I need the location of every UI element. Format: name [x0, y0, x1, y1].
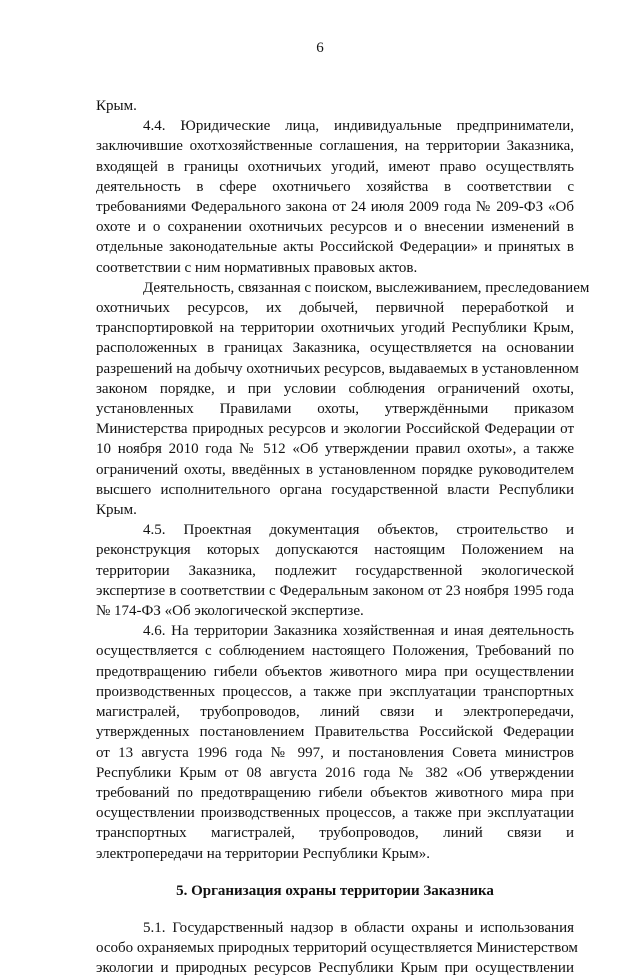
text-line: электропередачи на территории Республики Крым». — [96, 845, 430, 862]
text-line: Деятельность, связанная с поиском, выслеживанием, преследованием — [143, 279, 590, 296]
text-line: Министерства природных ресурсов и экологии Российской Федерации от — [96, 421, 574, 438]
text-line: расположенных в границах Заказника, осуществляется на основании — [96, 340, 574, 357]
text-line: 4.6. На территории Заказника хозяйственная и иная деятельность — [143, 623, 574, 640]
text-line: установленных Правилами охоты, утверждёнными приказом — [96, 401, 574, 418]
text-line: деятельность в сфере охотничьего хозяйства в соответствии с — [96, 178, 574, 195]
text-line: утвержденных постановлением Правительства Российской Федерации — [96, 724, 574, 741]
text-line: разрешений на добычу охотничьих ресурсов, выдаваемых в установленном — [96, 360, 579, 377]
text-line: предотвращению гибели объектов животного мира при осуществлении — [96, 663, 574, 680]
text-line: 5.1. Государственный надзор в области охраны и использования — [143, 919, 574, 936]
text-line: транспортировкой на территории охотничьих угодий Республики Крым, — [96, 320, 574, 337]
section-heading: 5. Организация охраны территории Заказника — [176, 882, 494, 899]
text-line: входящей в границы охотничьих угодий, имеют право осуществлять — [96, 158, 574, 175]
text-line: охотничьих ресурсов, их добычей, первичной переработкой и — [96, 300, 574, 317]
text-line: 10 ноября 2010 года № 512 «Об утверждении правил охоты», а также — [96, 441, 574, 458]
text-line: реконструкция которых допускаются настоящим Положением на — [96, 542, 574, 559]
text-line: № 174-ФЗ «Об экологической экспертизе. — [96, 603, 364, 620]
text-line: особо охраняемых природных территорий осуществляется Министерством — [96, 940, 578, 957]
text-line: Крым. — [96, 502, 137, 519]
text-line: Республики Крым от 08 августа 2016 года № 382 «Об утверждении — [96, 764, 574, 781]
text-line: 4.5. Проектная документация объектов, строительство и — [143, 522, 574, 539]
text-line: экспертизе в соответствии с Федеральным законом от 23 ноября 1995 года — [96, 582, 574, 599]
text-block-section-5 — [96, 918, 578, 979]
text-line: высшего исполнительного органа государственной власти Республики — [96, 481, 574, 498]
text-line: отдельные законодательные акты Российской Федерации» и принятых в — [96, 239, 574, 256]
text-line: заключившие охотхозяйственные соглашения, на территории Заказника, — [96, 138, 574, 155]
text-line: 4.4. Юридические лица, индивидуальные предприниматели, — [143, 118, 574, 135]
text-line: охоте и о сохранении охотничьих ресурсов и о внесении изменений в — [96, 219, 574, 236]
page-number: 6 — [316, 40, 324, 56]
text-line: экологии и природных ресурсов Республики Крым при осуществлении — [96, 960, 574, 977]
text-line: законом порядке, и при условии соблюдения ограничений охоты, — [96, 380, 574, 397]
text-line: требованиями Федерального закона от 24 июля 2009 года № 209-ФЗ «Об — [96, 199, 574, 216]
text-block-section-4 — [96, 96, 590, 864]
text-line: магистралей, трубопроводов, линий связи и электропередачи, — [96, 704, 574, 721]
text-line: осуществляется с соблюдением настоящего Положения, Требований по — [96, 643, 574, 660]
text-line: от 13 августа 1996 года № 997, и постановления Совета министров — [96, 744, 574, 761]
text-line: осуществлении производственных процессов, а также при эксплуатации — [96, 805, 574, 822]
text-line: требований по предотвращению гибели объектов животного мира при — [96, 784, 574, 801]
text-line: Крым. — [96, 98, 137, 114]
text-line: ограничений охоты, введённых в установленном порядке руководителем — [96, 461, 574, 478]
text-line: территории Заказника, подлежит государственной экологической — [96, 562, 574, 579]
document-body — [96, 96, 590, 979]
text-line: производственных процессов, а также при эксплуатации транспортных — [96, 683, 574, 700]
text-line: соответствии с ним нормативных правовых актов. — [96, 259, 418, 276]
text-line: транспортных магистралей, трубопроводов, линий связи и — [96, 825, 574, 842]
